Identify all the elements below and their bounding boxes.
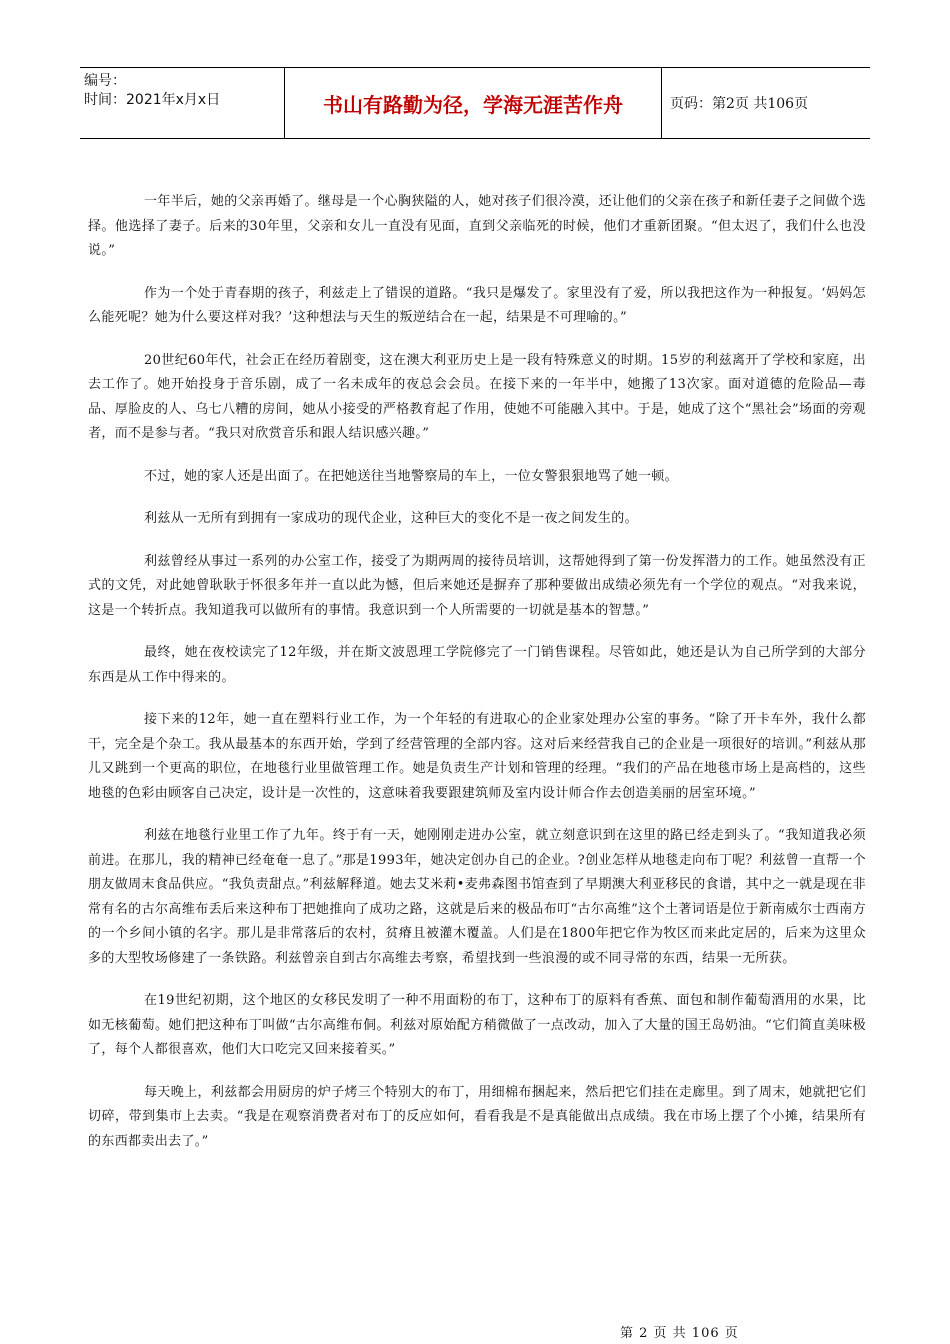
paragraph: 利兹在地毯行业里工作了九年。终于有一天，她刚刚走进办公室，就立刻意识到在这里的路已经走到头了。“我知道我必须前进。在那儿，我的精神已经奄奄一息了。”那是1993年，她决定创办自己的企业。?创业怎样从地毯走向布丁呢？利兹曾一直帮一个朋友做周末食品供应。“我负责甜点。”利兹解释道。她去艾米莉•麦弗森图书馆查到了早期澳大利亚移民的食谱，其中之一就是现在非常有名的古尔高维布丢后来这种布丁把她推向了成功之路，这就是后来的极品布叮“古尔高维”这个土著词语是位于新南威尔士西南方的一个乡间小镇的名字。那儿是非常落后的农村，贫瘠且被灌木覆盖。人们是在1800年把它作为牧区而来此定居的，后来为这里众多的大型牧场修建了一条铁路。利兹曾亲自到古尔高维去考察，希望找到一些浪漫的或不同寻常的东西，结果一无所获。 [88,828,866,966]
paragraph: 一年半后，她的父亲再婚了。继母是一个心胸狭隘的人，她对孩子们很冷漠，还让他们的父亲在孩子和新任妻子之间做个选择。他选择了妻子。后来的30年里，父亲和女儿一直没有见面，直到父亲临死的时候，他们才重新团聚。“但太迟了，我们什么也没说。” [88,194,866,258]
header-motto: 书山有路勤为径，学海无涯苦作舟 [285,68,662,138]
paragraph: 最终，她在夜校读完了12年级，并在斯文波恩理工学院修完了一门销售课程。尽管如此，她还是认为自己所学到的大部分东西是从工作中得来的。 [88,645,866,685]
paragraph: 不过，她的家人还是出面了。在把她送往当地警察局的车上，一位女警狠狠地骂了她一顿。 [144,468,679,484]
paragraph: 接下来的12年，她一直在塑料行业工作，为一个年轻的有进取心的企业家处理办公室的事务。“除了开卡车外，我什么都干，完全是个杂工。我从最基本的东西开始，学到了经营管理的全部内容。这对后来经营我自己的企业是一项很好的培训。”利兹从那儿又跳到一个更高的职位，在地毯行业里做管理工作。她是负责生产计划和管理的经理。“我们的产品在地毯市场上是高档的，这些地毯的色彩由顾客自己决定，设计是一次性的，这意味着我要跟建筑师及室内设计师合作去创造美丽的居室环境。” [88,712,866,801]
document-date: 时间：2021年x月x日 [84,92,221,108]
paragraph: 利兹从一无所有到拥有一家成功的现代企业，这种巨大的变化不是一夜之间发生的。 [144,511,638,526]
paragraph: 在19世纪初期，这个地区的女移民发明了一种不用面粉的布丁，这种布丁的原料有香蕉、面包和制作葡萄酒用的水果，比如无核葡萄。她们把这种布丁叫做“古尔高维布侗。利兹对原始配方稍微做了一点改动，加入了大量的国王岛奶油。“它们简直美味极了，每个人都很喜欢，他们大口吃完又回来接着买。” [88,993,866,1057]
paragraph: 利兹曾经从事过一系列的办公室工作，接受了为期两周的接待员培训，这帮她得到了第一份发挥潜力的工作。她虽然没有正式的文凭，对此她曾耿耿于怀很多年并一直以此为憾，但后来她还是摒弃了那种要做出成绩必须先有一个学位的观点。“对我来说，这是一个转折点。我知道我可以做所有的事情。我意识到一个人所需要的一切就是基本的智慧。” [88,553,866,618]
header-page-code: 页码：第2页 共106页 [670,96,809,112]
paragraph: 20世纪60年代，社会正在经历着剧变，这在澳大利亚历史上是一段有特殊意义的时期。15岁的利兹离开了学校和家庭，出去工作了。她开始投身于音乐剧，成了一名未成年的夜总会会员。在接下来的一年半中，她搬了13次家。面对道德的危险品—毒品、厚脸皮的人、乌七八糟的房间，她从小接受的严格教育起了作用，使她不可能融入其中。于是，她成了这个“黑社会”场面的旁观者，而不是参与者。“我只对欣赏音乐和跟人结识感兴趣。” [88,352,866,441]
page-footer: 第 2 页 共 106 页 [620,1326,739,1341]
page-header [80,67,870,139]
document-number-label: 编号： [84,73,126,89]
header-meta [80,68,285,138]
paragraph: 每天晚上，利兹都会用厨房的炉子烤三个特别大的布丁，用细棉布捆起来，然后把它们挂在走廊里。到了周末，她就把它们切碎，带到集市上去卖。“我是在观察消费者对布丁的反应如何，看看我是不是真能做出点成绩。我在市场上摆了个小摊，结果所有的东西都卖出去了。” [88,1084,866,1149]
document-body [88,190,866,1172]
paragraph: 作为一个处于青春期的孩子，利兹走上了错误的道路。“我只是爆发了。家里没有了爱，所以我把这作为一种报复。‘妈妈怎么能死呢？她为什么要这样对我？’这种想法与天生的叛逆结合在一起，结果是不可理喻的。” [88,285,866,325]
